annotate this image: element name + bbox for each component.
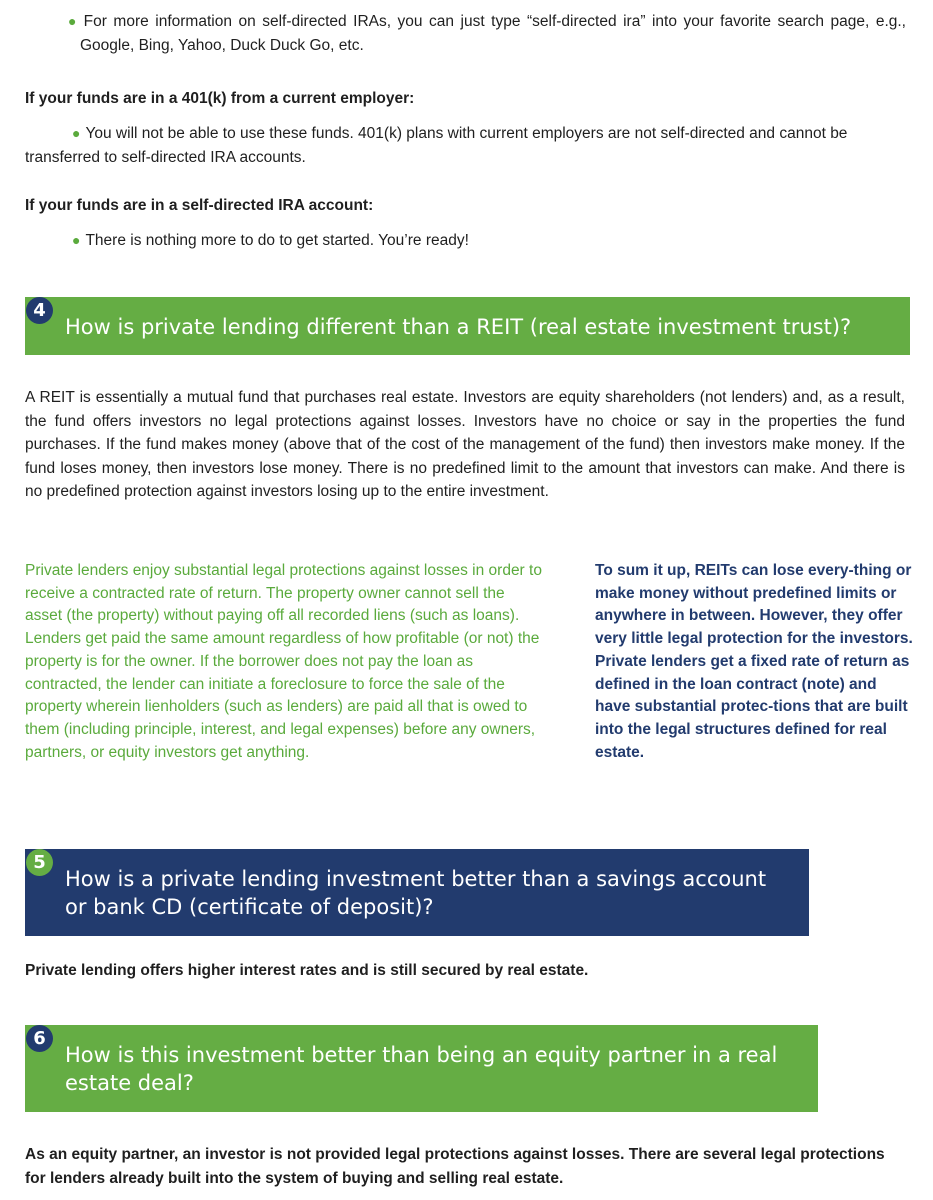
bullet-current-employer [25, 122, 895, 169]
section5-banner [25, 849, 809, 936]
bullet-dot-icon: ● [72, 232, 81, 248]
bullet-ira-search [68, 10, 906, 57]
bullet-dot-icon: ● [68, 13, 79, 29]
bullet-dot-icon: ● [72, 125, 81, 141]
section6-title: How is this investment better than being an equity partner in a real estate deal? [65, 1043, 778, 1095]
section5-number-badge: 5 [26, 849, 53, 876]
heading-self-directed: If your funds are in a self-directed IRA account: [25, 197, 374, 214]
section4-paragraph: A REIT is essentially a mutual fund that purchases real estate. Investors are equity shareholders (not lenders) and, as a result, the fund offers investors no legal protections against losses. Investors have no choice or say in the properties the fund purchases. If the fund makes money (above that of the cost of the management of the fund) then investors make money. If the fund loses money, then investors lose money. There is no predefined limit to the amount that investors can make. And there is no predefined protection against investors losing up to the entire investment. [25, 389, 905, 500]
section4-number-badge: 4 [26, 297, 53, 324]
section4-title: How is private lending different than a REIT (real estate investment trust)? [65, 315, 852, 339]
section5-answer: Private lending offers higher interest rates and is still secured by real estate. [25, 962, 589, 979]
section6-number-badge: 6 [26, 1025, 53, 1052]
bullet-current-employer-text: You will not be able to use these funds. 401(k) plans with current employers are not self-directed and cannot be transferred to self-directed IRA accounts. [25, 125, 848, 166]
section4-right-column: To sum it up, REITs can lose every-thing or make money without predefined limits or anywhere in between. However, they offer very little legal protection for the investors. Private lenders get a fixed rate of return as defined in the loan contract (note) and have substantial protec-tions that are built into the legal structures defined for real estate. [595, 562, 913, 761]
section4-banner [25, 297, 910, 355]
bullet-self-directed [72, 229, 892, 253]
bullet-self-directed-text: There is nothing more to do to get started. You’re ready! [85, 232, 469, 249]
section5-title: How is a private lending investment better than a savings account or bank CD (certificate of deposit)? [65, 867, 767, 919]
heading-current-employer: If your funds are in a 401(k) from a current employer: [25, 90, 415, 107]
section6-banner [25, 1025, 818, 1112]
bullet-ira-search-text: For more information on self-directed IRAs, you can just type “self-directed ira” into your favorite search page, e.g., Google, Bing, Yahoo, Duck Duck Go, etc. [80, 13, 906, 54]
section6-answer: As an equity partner, an investor is not provided legal protections against losses. There are several legal protections for lenders already built into the system of buying and selling real estate. [25, 1146, 885, 1187]
section4-left-column: Private lenders enjoy substantial legal protections against losses in order to receive a contracted rate of return. The property owner cannot sell the asset (the property) without paying off all recorded liens (such as loans). Lenders get paid the same amount regardless of how profitable (or not) the property is for the owner. If the borrower does not pay the loan as contracted, the lender can initiate a foreclosure to force the sale of the property wherein lienholders (such as lenders) are paid all that is owed to them (including principle, interest, and legal expenses) before any owners, partners, or equity investors get anything. [25, 562, 542, 761]
